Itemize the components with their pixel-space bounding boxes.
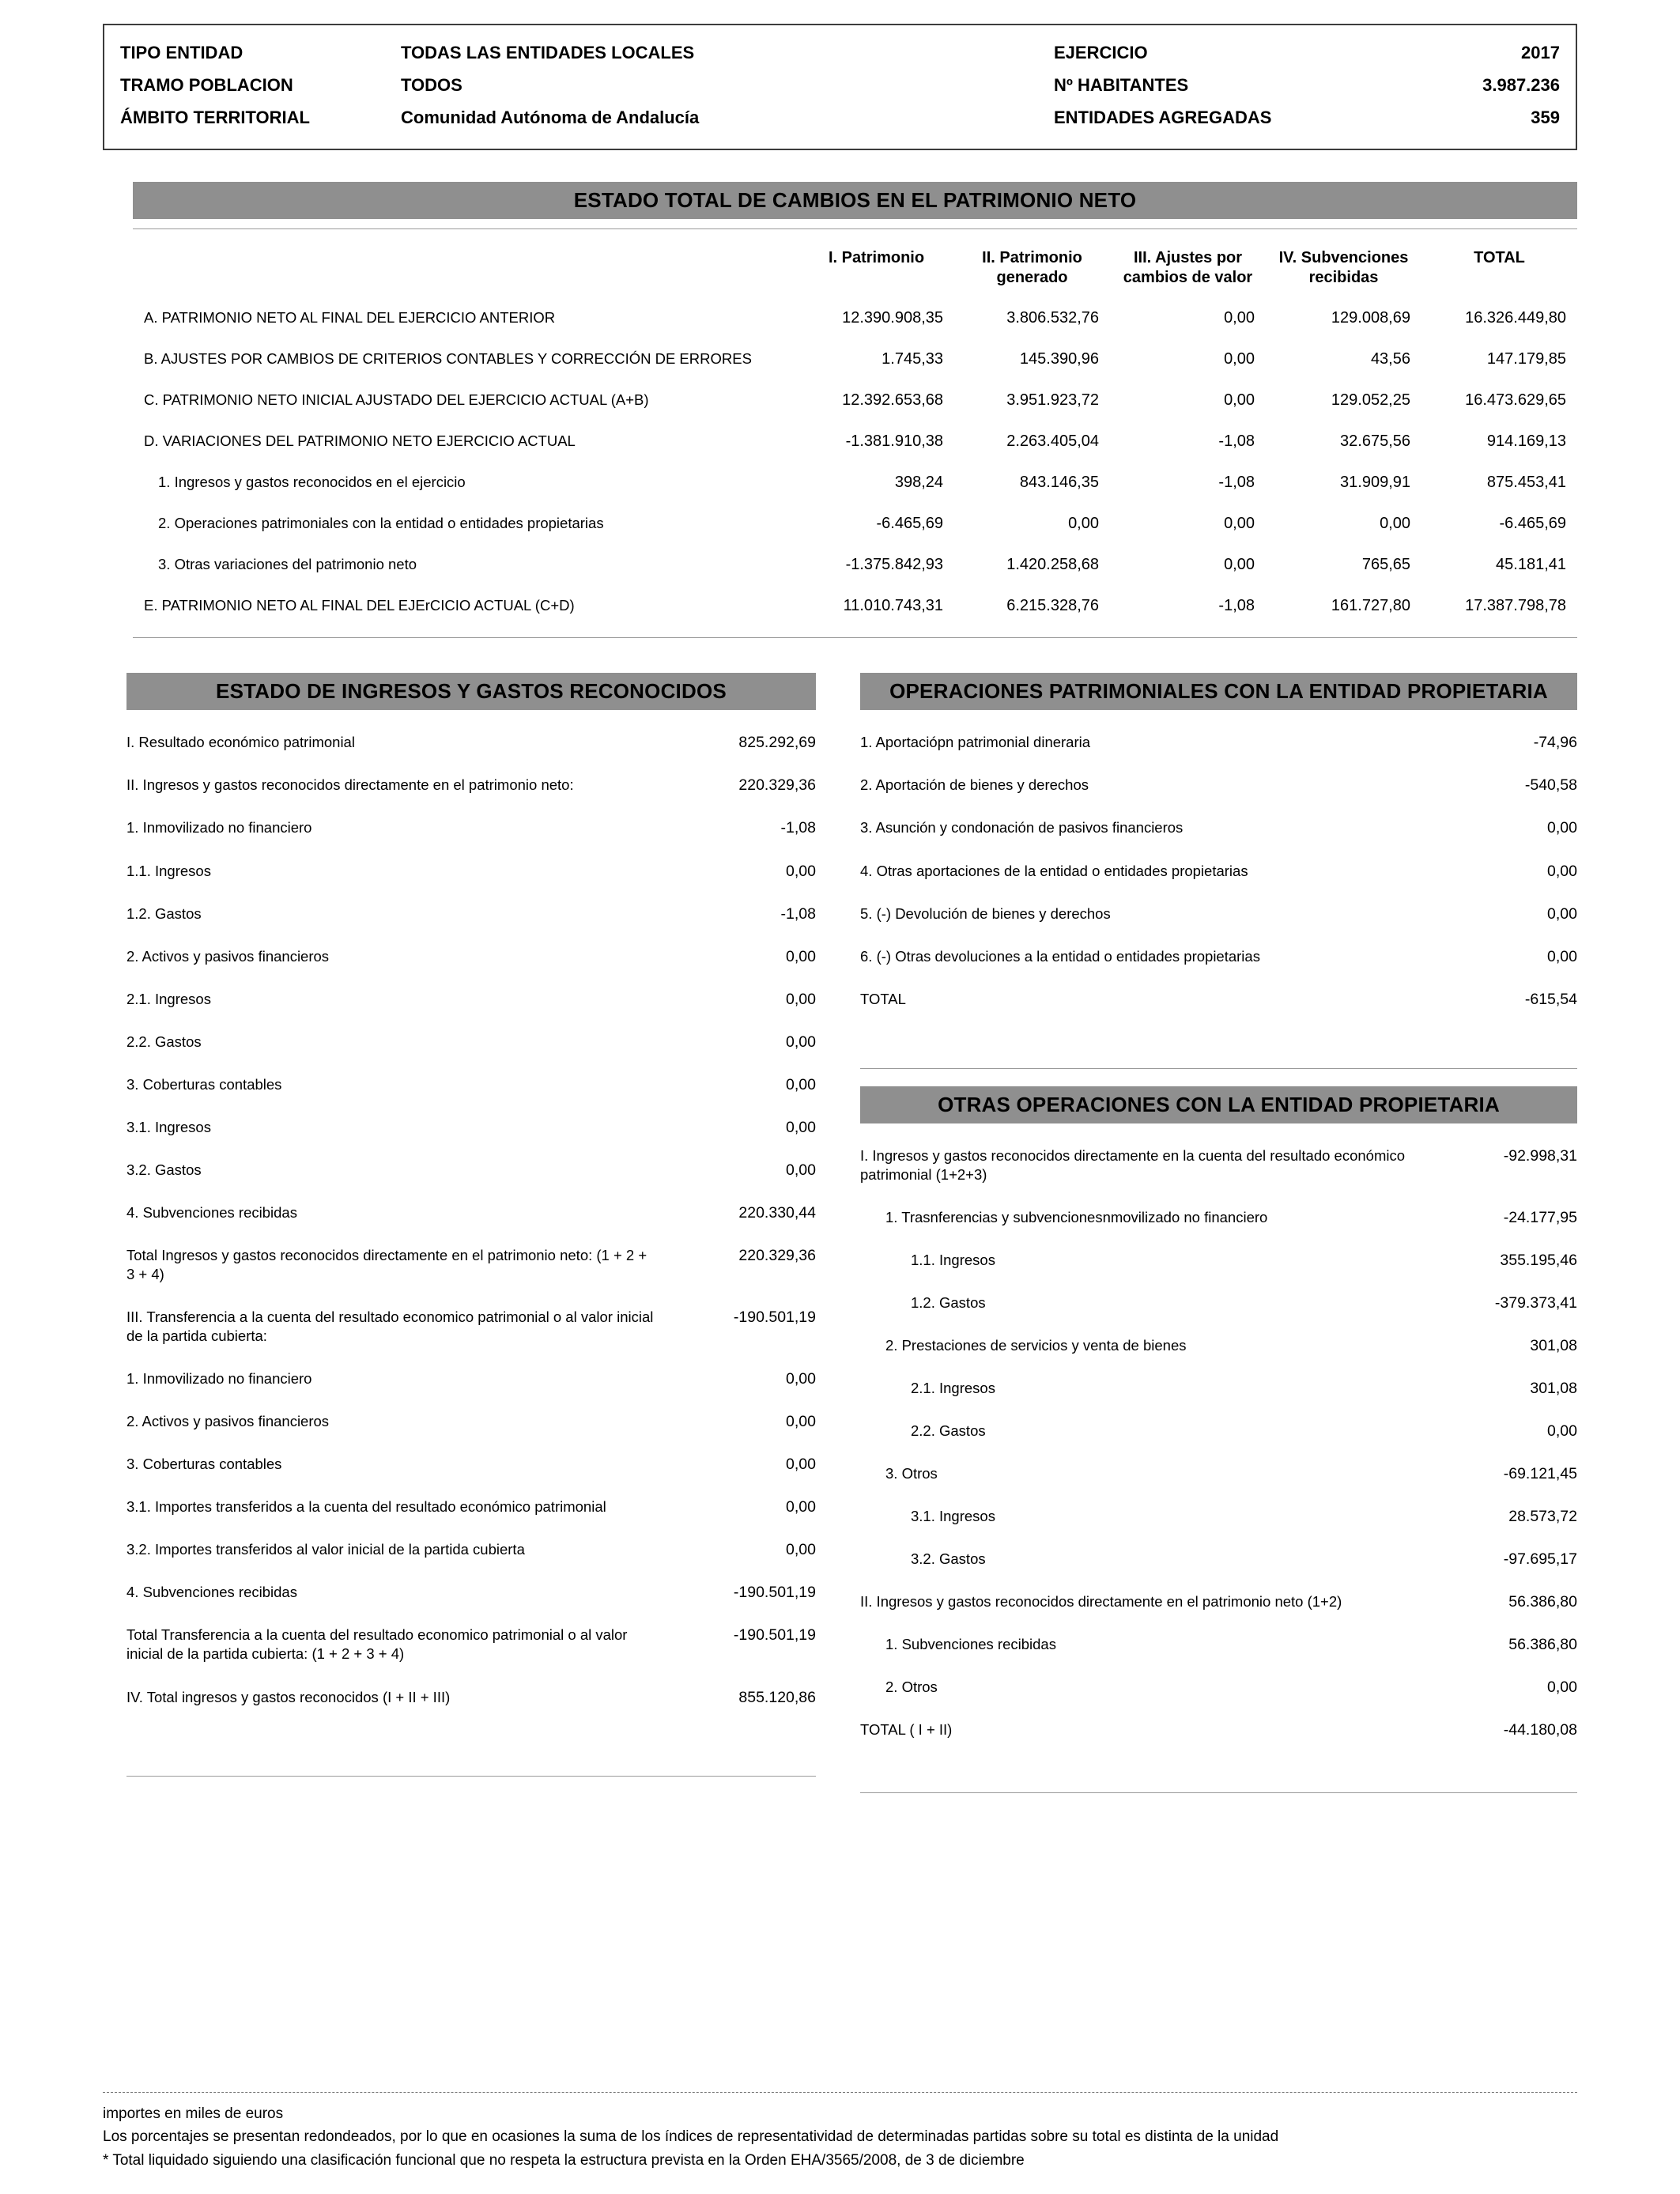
list-item [126, 1571, 816, 1614]
item-value: 0,00 [1547, 862, 1577, 880]
list-item [860, 1410, 1577, 1452]
table-row [133, 462, 1577, 503]
item-value: 0,00 [786, 1075, 816, 1093]
item-label: II. Ingresos y gastos reconocidos directamente en el patrimonio neto (1+2) [860, 1593, 1342, 1611]
item-label: 1. Trasnferencias y subvencionesnmovilizado no financiero [885, 1208, 1268, 1225]
patrimonial-ops-title-bar: OPERACIONES PATRIMONIALES CON LA ENTIDAD PROPIETARIA [860, 673, 1577, 710]
item-value: -190.501,19 [733, 1308, 816, 1327]
lower-columns [126, 673, 1577, 1793]
header-field-label: Nº HABITANTES [1054, 75, 1189, 95]
list-item [126, 1106, 816, 1149]
item-value: -74,96 [1533, 734, 1577, 752]
patrimonial-ops-rows [860, 721, 1577, 1020]
item-label: 3.2. Gastos [126, 1161, 202, 1178]
divider [126, 1776, 816, 1777]
cell-patrimonio-generado: 1.420.258,68 [1006, 555, 1099, 573]
item-label: TOTAL [860, 990, 906, 1007]
list-item [126, 1400, 816, 1443]
item-label: 3.1. Importes transferidos a la cuenta del resultado económico patrimonial [126, 1498, 606, 1516]
item-value: 0,00 [1547, 819, 1577, 837]
item-value: 0,00 [1547, 904, 1577, 923]
header-field-label: EJERCICIO [1054, 43, 1148, 62]
cell-patrimonio-generado: 3.806.532,76 [1006, 308, 1099, 327]
table-row [133, 297, 1577, 338]
divider [133, 637, 1577, 638]
item-label: TOTAL ( I + II) [860, 1721, 953, 1739]
patrimonial-ops-section [860, 673, 1577, 1020]
item-label: 3. Coberturas contables [126, 1075, 282, 1093]
footer-note-classification: * Total liquidado siguiendo una clasificación funcional que no respeta la estructura prevista en la Orden EHA/3565/2008, de 3 de diciembre [103, 2151, 1025, 2169]
cell-patrimonio: 11.010.743,31 [843, 596, 943, 614]
item-value: 0,00 [1547, 1679, 1577, 1697]
item-value: 0,00 [786, 1161, 816, 1179]
cell-ajustes: 0,00 [1224, 391, 1255, 409]
cell-subvenciones: 32.675,56 [1340, 432, 1410, 450]
row-label: D. VARIACIONES DEL PATRIMONIO NETO EJERCICIO ACTUAL [144, 432, 576, 450]
item-value: 220.329,36 [738, 1246, 816, 1264]
cell-total: 914.169,13 [1486, 432, 1566, 450]
item-label: I. Ingresos y gastos reconocidos directamente en la cuenta del resultado económico patrimonial (1+2+3) [860, 1146, 1406, 1183]
column-header-patrimonio: I. Patrimonio [828, 249, 925, 266]
cell-subvenciones: 161.727,80 [1331, 596, 1410, 614]
list-item [860, 721, 1577, 764]
list-item [126, 1021, 816, 1063]
list-item [126, 978, 816, 1021]
item-value: 56.386,80 [1508, 1593, 1577, 1611]
item-value: -97.695,17 [1503, 1550, 1577, 1569]
header-field-value: TODAS LAS ENTIDADES LOCALES [401, 43, 695, 62]
item-label: 1.2. Gastos [911, 1293, 986, 1311]
row-label: E. PATRIMONIO NETO AL FINAL DEL EJErCICIO ACTUAL (C+D) [144, 597, 575, 614]
list-item [126, 850, 816, 893]
header-field-value: 3.987.236 [1482, 75, 1560, 95]
item-value: -44.180,08 [1503, 1721, 1577, 1739]
cell-patrimonio: -1.375.842,93 [845, 555, 943, 573]
header-field-value: 2017 [1521, 43, 1560, 62]
header-field-value: Comunidad Autónoma de Andalucía [401, 108, 700, 127]
cell-patrimonio-generado: 843.146,35 [1019, 473, 1099, 491]
cell-total: 16.326.449,80 [1465, 308, 1566, 327]
item-value: -69.121,45 [1503, 1465, 1577, 1483]
column-header-subvenciones: IV. Subvenciones recibidas [1278, 249, 1409, 286]
item-value: 0,00 [786, 1370, 816, 1388]
item-value: 0,00 [786, 1541, 816, 1559]
item-label: 1. Inmovilizado no financiero [126, 1370, 312, 1388]
list-item [126, 1486, 816, 1528]
header-left-fields [120, 43, 1054, 128]
item-value: 220.329,36 [738, 776, 816, 795]
list-item [860, 1367, 1577, 1410]
item-value: 0,00 [786, 1456, 816, 1474]
item-label: 6. (-) Otras devoluciones a la entidad o entidades propietarias [860, 947, 1260, 965]
item-label: I. Resultado económico patrimonial [126, 734, 355, 751]
column-header-spacer [133, 248, 798, 288]
item-value: -190.501,19 [733, 1626, 816, 1645]
header-field-value: TODOS [401, 75, 462, 95]
cell-total: 45.181,41 [1496, 555, 1566, 573]
table-row [133, 585, 1577, 626]
column-header-total: TOTAL [1474, 249, 1525, 266]
cell-patrimonio-generado: 3.951.923,72 [1006, 391, 1099, 409]
table-row [133, 421, 1577, 462]
row-label: 1. Ingresos y gastos reconocidos en el ejercicio [158, 474, 466, 491]
item-label: Total Transferencia a la cuenta del resultado economico patrimonial o al valor inicial de la partida cubierta: (1 + 2 + 3 + 4) [126, 1626, 628, 1663]
item-value: -540,58 [1524, 776, 1577, 795]
table-row [133, 380, 1577, 421]
item-value: 0,00 [1547, 947, 1577, 965]
list-item [860, 850, 1577, 893]
item-value: -1,08 [780, 904, 816, 923]
item-label: 4. Subvenciones recibidas [126, 1203, 297, 1221]
item-label: 3.1. Ingresos [911, 1508, 995, 1525]
column-header-ajustes: III. Ajustes por cambios de valor [1123, 249, 1253, 286]
item-value: 301,08 [1530, 1379, 1577, 1397]
item-label: 2. Activos y pasivos financieros [126, 947, 330, 965]
other-ops-rows [860, 1135, 1577, 1752]
cell-total: -6.465,69 [1499, 514, 1566, 532]
list-item [860, 806, 1577, 849]
row-label: 2. Operaciones patrimoniales con la entidad o entidades propietarias [158, 515, 604, 532]
row-label: C. PATRIMONIO NETO INICIAL AJUSTADO DEL EJERCICIO ACTUAL (A+B) [144, 391, 649, 409]
list-item [126, 1614, 816, 1675]
cell-patrimonio: -6.465,69 [876, 514, 943, 532]
list-item [126, 806, 816, 849]
item-label: 2.2. Gastos [126, 1033, 202, 1050]
report-header-box [103, 24, 1577, 150]
divider [860, 1068, 1577, 1069]
list-item [126, 935, 816, 978]
item-value: -190.501,19 [733, 1584, 816, 1602]
list-item [860, 1196, 1577, 1239]
table-row [133, 338, 1577, 380]
list-item [860, 1580, 1577, 1623]
header-field [1054, 75, 1560, 96]
list-item [126, 1443, 816, 1486]
item-value: 0,00 [786, 947, 816, 965]
item-label: 4. Subvenciones recibidas [126, 1584, 297, 1601]
income-expense-section [126, 673, 816, 1776]
cell-subvenciones: 43,56 [1370, 349, 1410, 368]
list-item [860, 1623, 1577, 1666]
item-value: 855.120,86 [738, 1688, 816, 1706]
item-label: 2.2. Gastos [911, 1422, 986, 1440]
cell-patrimonio-generado: 0,00 [1068, 514, 1099, 532]
item-label: 1. Aportaciópn patrimonial dineraria [860, 734, 1091, 751]
item-label: 1.2. Gastos [126, 904, 202, 922]
cell-patrimonio: 1.745,33 [882, 349, 943, 368]
cell-subvenciones: 129.052,25 [1331, 391, 1410, 409]
list-item [126, 1149, 816, 1191]
other-ops-section [860, 1086, 1577, 1794]
cell-subvenciones: 129.008,69 [1331, 308, 1410, 327]
item-label: 3.2. Importes transferidos al valor inicial de la partida cubierta [126, 1541, 525, 1558]
cell-ajustes: 0,00 [1224, 349, 1255, 368]
cell-ajustes: -1,08 [1218, 432, 1255, 450]
item-label: 2.1. Ingresos [911, 1379, 995, 1396]
item-label: 3. Asunción y condonación de pasivos financieros [860, 819, 1184, 836]
item-label: IV. Total ingresos y gastos reconocidos (I + II + III) [126, 1688, 451, 1705]
cell-total: 16.473.629,65 [1465, 391, 1566, 409]
header-right-fields [1054, 43, 1560, 128]
header-field-label: TIPO ENTIDAD [120, 43, 244, 62]
header-field [120, 108, 1054, 128]
item-label: III. Transferencia a la cuenta del resultado economico patrimonial o al valor inicial de la partida cubierta: [126, 1308, 654, 1345]
list-item [126, 1296, 816, 1358]
cell-patrimonio: 398,24 [894, 473, 943, 491]
header-field-value: 359 [1531, 108, 1560, 127]
divider [860, 1792, 1577, 1793]
list-item [126, 1358, 816, 1400]
row-label: B. AJUSTES POR CAMBIOS DE CRITERIOS CONTABLES Y CORRECCIÓN DE ERRORES [144, 350, 752, 368]
item-label: Total Ingresos y gastos reconocidos directamente en el patrimonio neto: (1 + 2 + 3 + 4) [126, 1246, 647, 1282]
item-value: 0,00 [786, 1413, 816, 1431]
cell-total: 17.387.798,78 [1465, 596, 1566, 614]
item-label: 2.1. Ingresos [126, 990, 211, 1007]
item-label: 3.1. Ingresos [126, 1118, 211, 1135]
row-label: A. PATRIMONIO NETO AL FINAL DEL EJERCICIO ANTERIOR [144, 309, 556, 326]
list-item [860, 1538, 1577, 1580]
cell-ajustes: -1,08 [1218, 473, 1255, 491]
cell-ajustes: -1,08 [1218, 596, 1255, 614]
item-label: 3. Coberturas contables [126, 1456, 282, 1473]
list-item [126, 1063, 816, 1106]
item-value: 220.330,44 [738, 1203, 816, 1222]
item-value: 0,00 [786, 1118, 816, 1136]
header-field-label: ENTIDADES AGREGADAS [1054, 108, 1272, 127]
cell-total: 875.453,41 [1486, 473, 1566, 491]
item-value: 0,00 [786, 1498, 816, 1516]
header-field [1054, 108, 1560, 128]
cell-subvenciones: 765,65 [1361, 555, 1410, 573]
header-field [1054, 43, 1560, 63]
item-value: -92.998,31 [1503, 1146, 1577, 1165]
item-value: 0,00 [1547, 1422, 1577, 1441]
list-item [860, 1282, 1577, 1324]
item-value: -24.177,95 [1503, 1208, 1577, 1226]
list-item [126, 1676, 816, 1719]
cell-total: 147.179,85 [1486, 349, 1566, 368]
list-item [126, 721, 816, 764]
cell-patrimonio: 12.392.653,68 [842, 391, 943, 409]
list-item [126, 1191, 816, 1234]
item-value: 301,08 [1530, 1336, 1577, 1354]
list-item [860, 1239, 1577, 1282]
item-value: 28.573,72 [1508, 1508, 1577, 1526]
header-field [120, 43, 1054, 63]
income-expense-title-bar: ESTADO DE INGRESOS Y GASTOS RECONOCIDOS [126, 673, 816, 710]
item-value: -1,08 [780, 819, 816, 837]
column-header-patrimonio-generado: II. Patrimonio generado [982, 249, 1082, 286]
list-item [860, 1709, 1577, 1751]
item-label: II. Ingresos y gastos reconocidos directamente en el patrimonio neto: [126, 776, 574, 794]
right-column [860, 673, 1577, 1793]
item-value: -379.373,41 [1494, 1293, 1577, 1312]
table-row [133, 544, 1577, 585]
list-item [860, 1666, 1577, 1709]
list-item [126, 1234, 816, 1296]
table-row [133, 503, 1577, 544]
item-label: 1. Inmovilizado no financiero [126, 819, 312, 836]
item-label: 2. Activos y pasivos financieros [126, 1413, 330, 1430]
list-item [860, 1452, 1577, 1495]
header-field-label: TRAMO POBLACION [120, 75, 293, 95]
footer-note-rounding: Los porcentajes se presentan redondeados, por lo que en ocasiones la suma de los índices de representatividad de determinadas partidas sobre su total es distinta de la unidad [103, 2128, 1279, 2146]
item-label: 1.1. Ingresos [126, 862, 211, 879]
list-item [126, 893, 816, 935]
item-label: 4. Otras aportaciones de la entidad o entidades propietarias [860, 862, 1248, 879]
item-label: 5. (-) Devolución de bienes y derechos [860, 904, 1111, 922]
item-value: 56.386,80 [1508, 1636, 1577, 1654]
item-label: 1.1. Ingresos [911, 1251, 995, 1268]
footer-notes [103, 2092, 1577, 2172]
equity-table-rows [133, 297, 1577, 626]
equity-changes-section [133, 182, 1577, 638]
cell-subvenciones: 31.909,91 [1340, 473, 1410, 491]
list-item [126, 764, 816, 806]
cell-subvenciones: 0,00 [1380, 514, 1410, 532]
equity-changes-title-bar: ESTADO TOTAL DE CAMBIOS EN EL PATRIMONIO NETO [133, 182, 1577, 219]
cell-ajustes: 0,00 [1224, 514, 1255, 532]
item-label: 3. Otros [885, 1465, 938, 1482]
item-value: 355.195,46 [1500, 1251, 1577, 1269]
list-item [860, 764, 1577, 806]
item-label: 3.2. Gastos [911, 1550, 986, 1568]
cell-patrimonio-generado: 6.215.328,76 [1006, 596, 1099, 614]
list-item [860, 978, 1577, 1021]
list-item [860, 893, 1577, 935]
item-value: 0,00 [786, 990, 816, 1008]
item-value: -615,54 [1524, 990, 1577, 1008]
cell-ajustes: 0,00 [1224, 555, 1255, 573]
item-label: 2. Prestaciones de servicios y venta de bienes [885, 1336, 1187, 1354]
other-ops-title-bar: OTRAS OPERACIONES CON LA ENTIDAD PROPIETARIA [860, 1086, 1577, 1123]
income-expense-rows [126, 721, 816, 1718]
cell-ajustes: 0,00 [1224, 308, 1255, 327]
cell-patrimonio-generado: 145.390,96 [1019, 349, 1099, 368]
list-item [860, 935, 1577, 978]
cell-patrimonio-generado: 2.263.405,04 [1006, 432, 1099, 450]
item-label: 2. Otros [885, 1679, 938, 1696]
item-value: 0,00 [786, 1033, 816, 1051]
item-label: 2. Aportación de bienes y derechos [860, 776, 1089, 794]
footer-note-units: importes en miles de euros [103, 2105, 284, 2122]
list-item [126, 1528, 816, 1571]
cell-patrimonio: -1.381.910,38 [845, 432, 943, 450]
list-item [860, 1324, 1577, 1367]
item-value: 0,00 [786, 862, 816, 880]
item-label: 1. Subvenciones recibidas [885, 1636, 1056, 1653]
row-label: 3. Otras variaciones del patrimonio neto [158, 556, 417, 573]
cell-patrimonio: 12.390.908,35 [842, 308, 943, 327]
item-value: 825.292,69 [738, 734, 816, 752]
list-item [860, 1495, 1577, 1538]
list-item [860, 1135, 1577, 1196]
equity-column-headers [133, 229, 1577, 297]
header-field [120, 75, 1054, 96]
header-field-label: ÁMBITO TERRITORIAL [120, 108, 310, 127]
